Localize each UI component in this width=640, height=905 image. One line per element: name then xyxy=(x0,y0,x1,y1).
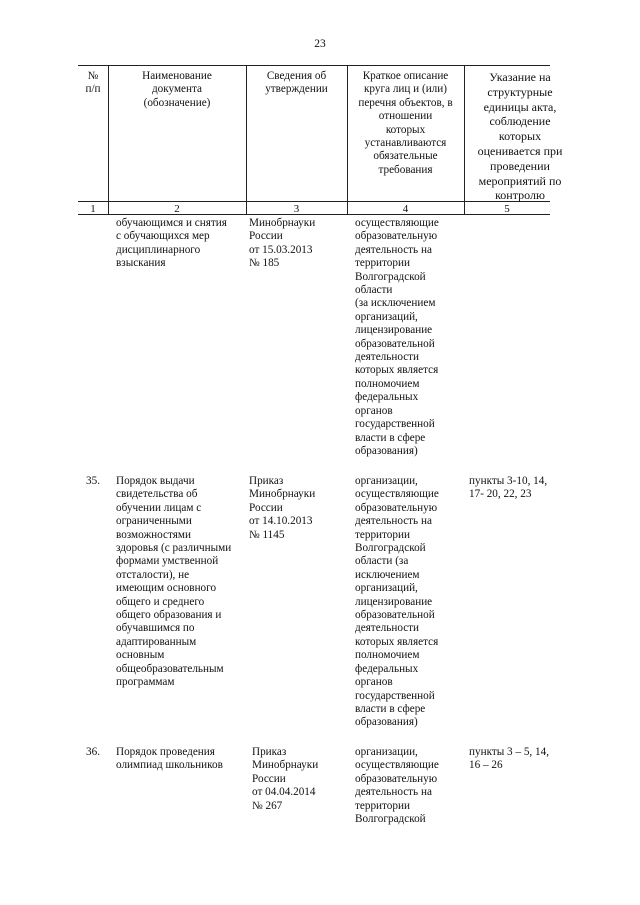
table-top-border xyxy=(78,65,550,66)
column-number-5: 5 xyxy=(504,203,510,215)
page-number: 23 xyxy=(314,38,326,50)
row-name: Порядок проведения олимпиад школьников xyxy=(116,746,223,772)
header-approval: Сведения об утверждении xyxy=(265,70,328,96)
row-units: пункты 3-10, 14, 17- 20, 22, 23 xyxy=(469,475,548,501)
row-approval: Приказ Минобрнауки России от 14.10.2013 № 1145 xyxy=(249,475,316,541)
row-number: 36. xyxy=(86,746,100,758)
column-number-1: 1 xyxy=(90,203,96,215)
row-scope: осуществляющие образовательную деятельность на территории Волгоградской области (за исключением организаций, лицензирование образовательной деятельности которых является полномочием федеральных органов государственной власти в сфере образования) xyxy=(355,217,439,457)
header-scope: Краткое описание круга лиц и (или) перечня объектов, в отношении которых устанавливаются обязательные требования xyxy=(358,70,453,176)
column-number-2: 2 xyxy=(174,203,180,215)
row-name: Порядок выдачи свидетельства об обучении лицам с ограниченными возможностями здоровья (с различными формами умственной отсталости), не имеющим основного общего и среднего общего образования и обучавшимся по адаптированным основным общеобразовательным программам xyxy=(116,475,232,689)
header-num: № п/п xyxy=(85,70,101,96)
header-name: Наименование документа (обозначение) xyxy=(142,70,212,109)
column-number-3: 3 xyxy=(293,203,300,215)
column-number-4: 4 xyxy=(402,203,409,215)
row-scope: организации, осуществляющие образовательную деятельность на территории Волгоградской xyxy=(355,746,439,826)
row-approval: Минобрнауки России от 15.03.2013 № 185 xyxy=(249,217,316,270)
row-units: пункты 3 – 5, 14, 16 – 26 xyxy=(469,746,550,772)
row-number: 35. xyxy=(86,475,100,487)
row-scope: организации, осуществляющие образовательную деятельность на территории Волгоградской области (за исключением организаций, лицензирование образовательной деятельности которых является полномочием федеральных органов государственной власти в сфере образования) xyxy=(355,475,439,729)
header-units: Указание на структурные единицы акта, соблюдение которых оценивается при проведении мероприятий по контролю xyxy=(477,70,563,203)
row-name: обучающимся и снятия с обучающихся мер дисциплинарного взыскания xyxy=(116,217,227,270)
row-approval: Приказ Минобрнауки России от 04.04.2014 № 267 xyxy=(252,746,319,812)
